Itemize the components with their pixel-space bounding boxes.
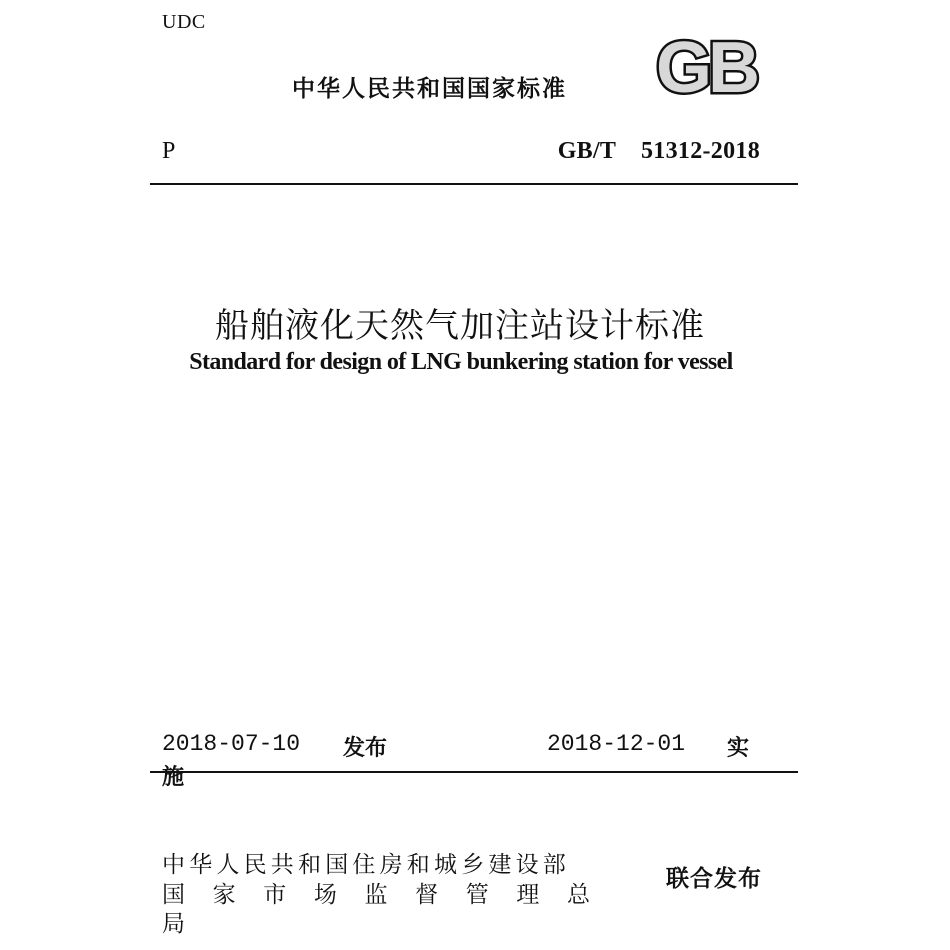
- gb-logo-graphic: [640, 30, 772, 102]
- issue-label: 发布: [343, 736, 388, 761]
- standard-type-heading: 中华人民共和国国家标准: [292, 76, 567, 102]
- issue-date: 2018-07-10: [162, 731, 301, 757]
- implement-label-part2: 施: [162, 765, 185, 790]
- joint-issue-label: 联合发布: [666, 866, 762, 892]
- footer-divider: [150, 771, 798, 773]
- gb-logo-text: GB: [656, 30, 756, 102]
- issuer-administration-char: 场: [313, 882, 337, 908]
- standard-number: GB/T 51312-2018: [557, 138, 760, 164]
- issuer-administration-char: 管: [465, 882, 489, 908]
- issuer-administration-char: 理: [516, 882, 540, 908]
- issuer-administration-char: 国: [162, 882, 185, 908]
- issuer-ministry: 中华人民共和国住房和城乡建设部: [162, 852, 570, 878]
- udc-label: UDC: [162, 11, 206, 33]
- title-english: Standard for design of LNG bunkering station for vessel: [189, 349, 733, 375]
- classification-code: P: [162, 138, 176, 164]
- issuer-administration-char: 市: [263, 882, 287, 908]
- title-chinese: 船舶液化天然气加注站设计标准: [215, 308, 705, 345]
- implement-date: 2018-12-01: [547, 731, 686, 757]
- issuer-administration-char: 督: [415, 882, 439, 908]
- gb-logo: [640, 30, 772, 102]
- implement-label-part1: 实: [727, 736, 750, 761]
- header-divider: [150, 183, 798, 185]
- issuer-administration-char: 总: [567, 882, 590, 908]
- issuer-administration-char: 家: [212, 882, 236, 908]
- issuer-administration-tail: 局: [162, 911, 185, 937]
- issuer-administration-char: 监: [364, 882, 388, 908]
